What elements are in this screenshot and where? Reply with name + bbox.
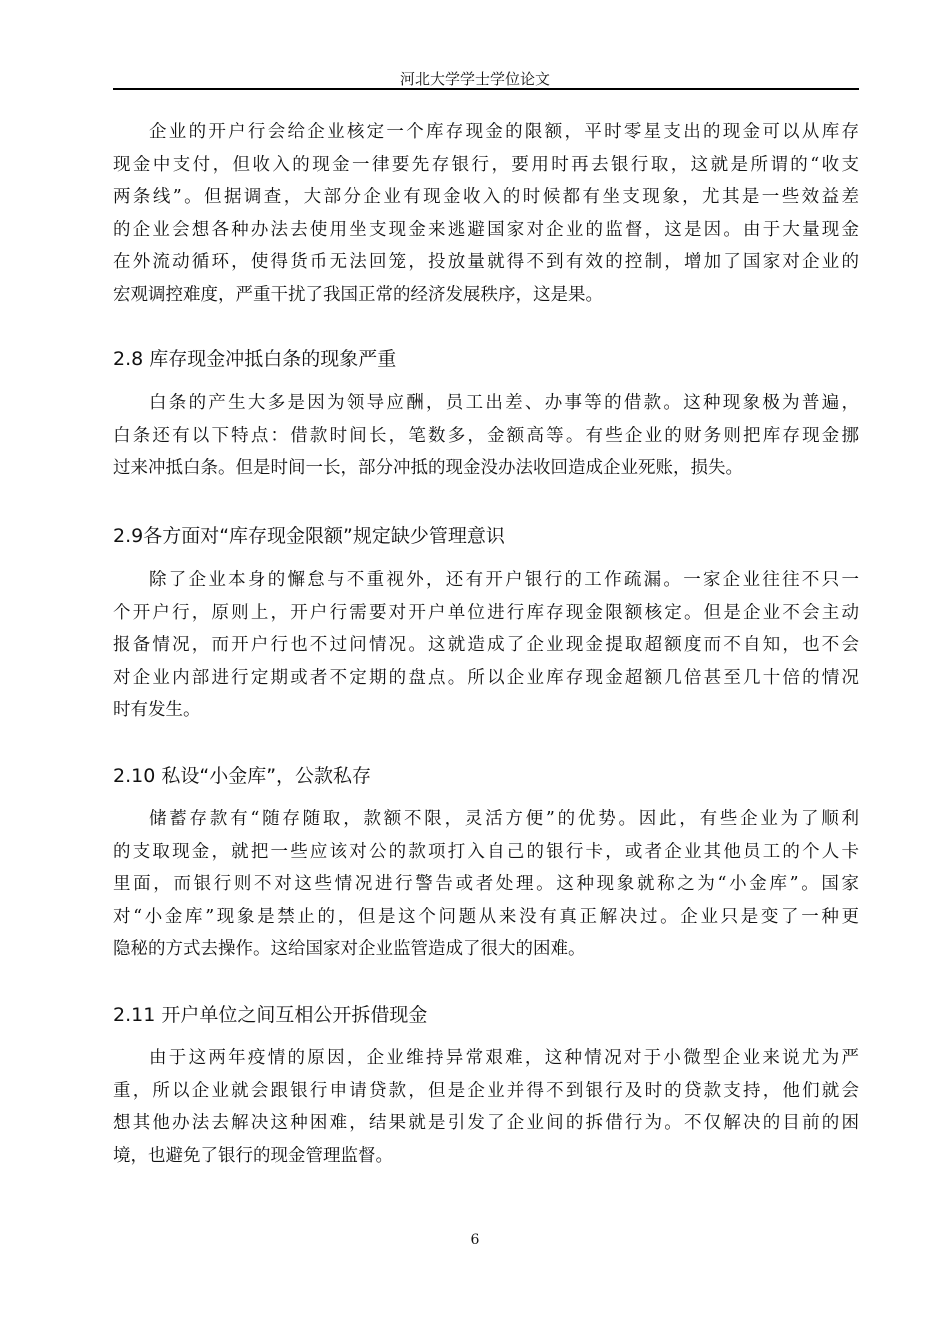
paragraph-2-8 (113, 387, 859, 485)
paragraph-2-10 (113, 803, 859, 966)
text-line: 里面，而银行则不对这些情况进行警告或者处理。这种现象就称之为“小金库”。国家 (113, 874, 859, 895)
text-line: 对“小金库”现象是禁止的，但是这个问题从来没有真正解决过。企业只是变了一种更 (113, 906, 859, 927)
text-line: 的企业会想各种办法去使用坐支现金来逃避国家对企业的监督，这是因。由于大量现金 (113, 219, 859, 240)
running-header-title: 河北大学学士学位论文 (399, 70, 550, 88)
text-line: 企业的开户行会给企业核定一个库存现金的限额，平时零星支出的现金可以从库存 (149, 122, 859, 142)
text-line: 储蓄存款有“随存随取，款额不限，灵活方便”的优势。因此，有些企业为了顺利 (149, 809, 859, 829)
text-line: 时有发生。 (113, 700, 201, 721)
text-line: 的支取现金，就把一些应该对公的款项打入自己的银行卡，或者企业其他员工的个人卡 (113, 841, 859, 862)
section-heading-2-8: 2.8 库存现金冲抵白条的现象严重 (113, 348, 397, 370)
paragraph-2-11 (113, 1042, 859, 1172)
text-line: 白条还有以下特点：借款时间长，笔数多，金额高等。有些企业的财务则把库存现金挪 (113, 425, 859, 446)
text-line: 白条的产生大多是因为领导应酬，员工出差、办事等的借款。这种现象极为普遍， (149, 393, 859, 413)
text-line: 重，所以企业就会跟银行申请贷款，但是企业并得不到银行及时的贷款支持，他们就会 (113, 1080, 859, 1101)
text-line: 境，也避免了银行的现金管理监督。 (113, 1145, 393, 1166)
text-line: 隐秘的方式去操作。这给国家对企业监管造成了很大的困难。 (113, 939, 586, 960)
header-divider (113, 88, 859, 90)
text-line: 由于这两年疫情的原因，企业维持异常艰难，这种情况对于小微型企业来说尤为严 (149, 1048, 859, 1068)
text-line: 现金中支付，但收入的现金一律要先存银行，要用时再去银行取，这就是所谓的“收支 (113, 154, 859, 175)
text-line: 在外流动循环，使得货币无法回笼，投放量就得不到有效的控制，增加了国家对企业的 (113, 252, 859, 273)
text-line: 对企业内部进行定期或者不定期的盘点。所以企业库存现金超额几倍甚至几十倍的情况 (113, 667, 859, 688)
page-number: 6 (470, 1232, 480, 1248)
text-line: 个开户行，原则上，开户行需要对开户单位进行库存现金限额核定。但是企业不会主动 (113, 602, 859, 623)
text-line: 除了企业本身的懈怠与不重视外，还有开户银行的工作疏漏。一家企业往往不只一 (149, 570, 859, 590)
paragraph-intro (113, 116, 859, 312)
text-line: 过来冲抵白条。但是时间一长，部分冲抵的现金没办法收回造成企业死账，损失。 (113, 458, 743, 479)
section-heading-2-11: 2.11 开户单位之间互相公开拆借现金 (113, 1004, 428, 1026)
paragraph-2-9 (113, 564, 859, 727)
text-line: 报备情况，而开户行也不过问情况。这就造成了企业现金提取超额度而不自知，也不会 (113, 635, 859, 656)
section-heading-2-9: 2.9各方面对“库存现金限额”规定缺少管理意识 (113, 525, 505, 547)
text-line: 两条线”。但据调查，大部分企业有现金收入的时候都有坐支现象，尤其是一些效益差 (113, 187, 859, 208)
text-line: 宏观调控难度，严重干扰了我国正常的经济发展秩序，这是果。 (113, 284, 603, 305)
text-line: 想其他办法去解决这种困难，结果就是引发了企业间的拆借行为。不仅解决的目前的困 (113, 1113, 859, 1134)
section-heading-2-10: 2.10 私设“小金库”，公款私存 (113, 765, 372, 787)
